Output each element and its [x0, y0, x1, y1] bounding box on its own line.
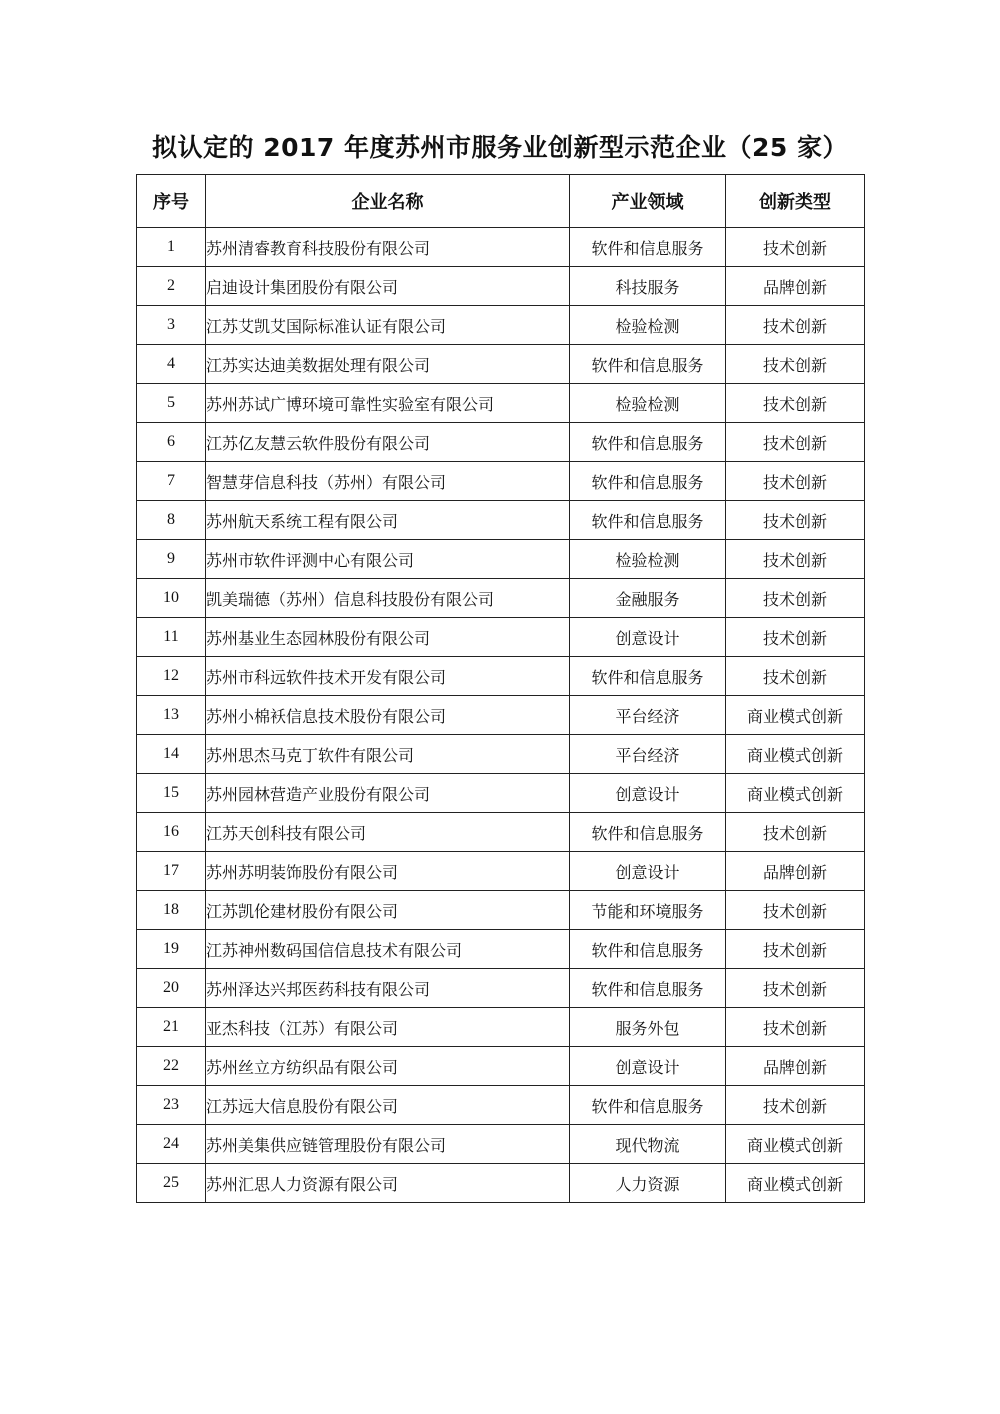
cell-company-name: 苏州航天系统工程有限公司	[206, 501, 570, 540]
cell-industry-field: 检验检测	[570, 306, 726, 345]
cell-innovation-type: 技术创新	[726, 345, 865, 384]
cell-no: 17	[137, 852, 206, 891]
cell-industry-field: 软件和信息服务	[570, 462, 726, 501]
cell-company-name: 苏州泽达兴邦医药科技有限公司	[206, 969, 570, 1008]
cell-no: 13	[137, 696, 206, 735]
table-row	[137, 813, 865, 852]
cell-no: 23	[137, 1086, 206, 1125]
cell-industry-field: 科技服务	[570, 267, 726, 306]
cell-company-name: 江苏凯伦建材股份有限公司	[206, 891, 570, 930]
table-row	[137, 267, 865, 306]
cell-industry-field: 创意设计	[570, 618, 726, 657]
cell-innovation-type: 技术创新	[726, 462, 865, 501]
cell-no: 22	[137, 1047, 206, 1086]
table-body	[137, 228, 865, 1203]
table-row	[137, 1086, 865, 1125]
cell-company-name: 江苏神州数码国信信息技术有限公司	[206, 930, 570, 969]
table-header-row	[137, 175, 865, 228]
cell-industry-field: 现代物流	[570, 1125, 726, 1164]
table-row	[137, 969, 865, 1008]
cell-industry-field: 人力资源	[570, 1164, 726, 1203]
cell-innovation-type: 商业模式创新	[726, 1125, 865, 1164]
table-row	[137, 657, 865, 696]
cell-company-name: 苏州基业生态园林股份有限公司	[206, 618, 570, 657]
cell-no: 24	[137, 1125, 206, 1164]
cell-industry-field: 软件和信息服务	[570, 657, 726, 696]
cell-industry-field: 金融服务	[570, 579, 726, 618]
cell-no: 18	[137, 891, 206, 930]
table-row	[137, 1008, 865, 1047]
cell-innovation-type: 技术创新	[726, 228, 865, 267]
cell-no: 9	[137, 540, 206, 579]
header-no: 序号	[137, 175, 206, 228]
cell-innovation-type: 品牌创新	[726, 267, 865, 306]
cell-no: 6	[137, 423, 206, 462]
cell-innovation-type: 技术创新	[726, 540, 865, 579]
cell-industry-field: 软件和信息服务	[570, 813, 726, 852]
cell-innovation-type: 品牌创新	[726, 852, 865, 891]
cell-innovation-type: 技术创新	[726, 930, 865, 969]
cell-innovation-type: 技术创新	[726, 657, 865, 696]
cell-no: 5	[137, 384, 206, 423]
cell-industry-field: 创意设计	[570, 774, 726, 813]
cell-company-name: 苏州小棉袄信息技术股份有限公司	[206, 696, 570, 735]
cell-innovation-type: 商业模式创新	[726, 735, 865, 774]
cell-industry-field: 软件和信息服务	[570, 228, 726, 267]
table-row	[137, 930, 865, 969]
table-row	[137, 345, 865, 384]
table-row	[137, 735, 865, 774]
cell-company-name: 江苏实达迪美数据处理有限公司	[206, 345, 570, 384]
page-title: 拟认定的 2017 年度苏州市服务业创新型示范企业（25 家）	[152, 133, 848, 162]
cell-company-name: 苏州美集供应链管理股份有限公司	[206, 1125, 570, 1164]
cell-innovation-type: 技术创新	[726, 618, 865, 657]
cell-industry-field: 软件和信息服务	[570, 930, 726, 969]
cell-company-name: 苏州思杰马克丁软件有限公司	[206, 735, 570, 774]
header-type: 创新类型	[726, 175, 865, 228]
table-row	[137, 1164, 865, 1203]
cell-company-name: 苏州丝立方纺织品有限公司	[206, 1047, 570, 1086]
cell-no: 19	[137, 930, 206, 969]
table-row	[137, 462, 865, 501]
cell-company-name: 启迪设计集团股份有限公司	[206, 267, 570, 306]
cell-company-name: 凯美瑞德（苏州）信息科技股份有限公司	[206, 579, 570, 618]
cell-innovation-type: 技术创新	[726, 969, 865, 1008]
cell-no: 8	[137, 501, 206, 540]
table-row	[137, 579, 865, 618]
cell-company-name: 江苏远大信息股份有限公司	[206, 1086, 570, 1125]
cell-industry-field: 创意设计	[570, 852, 726, 891]
cell-company-name: 苏州苏明装饰股份有限公司	[206, 852, 570, 891]
header-field: 产业领域	[570, 175, 726, 228]
cell-company-name: 苏州苏试广博环境可靠性实验室有限公司	[206, 384, 570, 423]
cell-industry-field: 服务外包	[570, 1008, 726, 1047]
cell-company-name: 江苏艾凯艾国际标准认证有限公司	[206, 306, 570, 345]
cell-innovation-type: 技术创新	[726, 891, 865, 930]
cell-no: 25	[137, 1164, 206, 1203]
cell-industry-field: 节能和环境服务	[570, 891, 726, 930]
header-name: 企业名称	[206, 175, 570, 228]
enterprise-table	[136, 174, 865, 1203]
cell-no: 11	[137, 618, 206, 657]
table-row	[137, 618, 865, 657]
cell-company-name: 苏州市科远软件技术开发有限公司	[206, 657, 570, 696]
table-row	[137, 852, 865, 891]
table-row	[137, 540, 865, 579]
cell-innovation-type: 技术创新	[726, 423, 865, 462]
cell-no: 3	[137, 306, 206, 345]
cell-no: 15	[137, 774, 206, 813]
cell-company-name: 苏州清睿教育科技股份有限公司	[206, 228, 570, 267]
cell-innovation-type: 技术创新	[726, 306, 865, 345]
cell-innovation-type: 商业模式创新	[726, 774, 865, 813]
cell-industry-field: 检验检测	[570, 540, 726, 579]
cell-company-name: 苏州市软件评测中心有限公司	[206, 540, 570, 579]
cell-company-name: 亚杰科技（江苏）有限公司	[206, 1008, 570, 1047]
cell-industry-field: 创意设计	[570, 1047, 726, 1086]
cell-innovation-type: 技术创新	[726, 1008, 865, 1047]
table-row	[137, 1125, 865, 1164]
cell-no: 4	[137, 345, 206, 384]
cell-no: 21	[137, 1008, 206, 1047]
cell-industry-field: 软件和信息服务	[570, 501, 726, 540]
cell-industry-field: 软件和信息服务	[570, 345, 726, 384]
table-row	[137, 696, 865, 735]
cell-no: 10	[137, 579, 206, 618]
cell-industry-field: 平台经济	[570, 735, 726, 774]
table-row	[137, 423, 865, 462]
cell-innovation-type: 技术创新	[726, 501, 865, 540]
cell-company-name: 苏州汇思人力资源有限公司	[206, 1164, 570, 1203]
cell-no: 7	[137, 462, 206, 501]
table-row	[137, 306, 865, 345]
table-row	[137, 384, 865, 423]
cell-innovation-type: 技术创新	[726, 813, 865, 852]
cell-company-name: 苏州园林营造产业股份有限公司	[206, 774, 570, 813]
cell-industry-field: 平台经济	[570, 696, 726, 735]
cell-industry-field: 检验检测	[570, 384, 726, 423]
cell-no: 2	[137, 267, 206, 306]
cell-innovation-type: 商业模式创新	[726, 1164, 865, 1203]
cell-no: 1	[137, 228, 206, 267]
cell-industry-field: 软件和信息服务	[570, 969, 726, 1008]
cell-company-name: 江苏天创科技有限公司	[206, 813, 570, 852]
cell-no: 12	[137, 657, 206, 696]
cell-innovation-type: 技术创新	[726, 579, 865, 618]
table-row	[137, 891, 865, 930]
cell-company-name: 智慧芽信息科技（苏州）有限公司	[206, 462, 570, 501]
cell-no: 16	[137, 813, 206, 852]
cell-innovation-type: 商业模式创新	[726, 696, 865, 735]
cell-innovation-type: 品牌创新	[726, 1047, 865, 1086]
cell-industry-field: 软件和信息服务	[570, 1086, 726, 1125]
cell-innovation-type: 技术创新	[726, 384, 865, 423]
table-row	[137, 228, 865, 267]
table-row	[137, 501, 865, 540]
table-row	[137, 1047, 865, 1086]
cell-company-name: 江苏亿友慧云软件股份有限公司	[206, 423, 570, 462]
cell-no: 20	[137, 969, 206, 1008]
table-row	[137, 774, 865, 813]
cell-industry-field: 软件和信息服务	[570, 423, 726, 462]
cell-innovation-type: 技术创新	[726, 1086, 865, 1125]
cell-no: 14	[137, 735, 206, 774]
